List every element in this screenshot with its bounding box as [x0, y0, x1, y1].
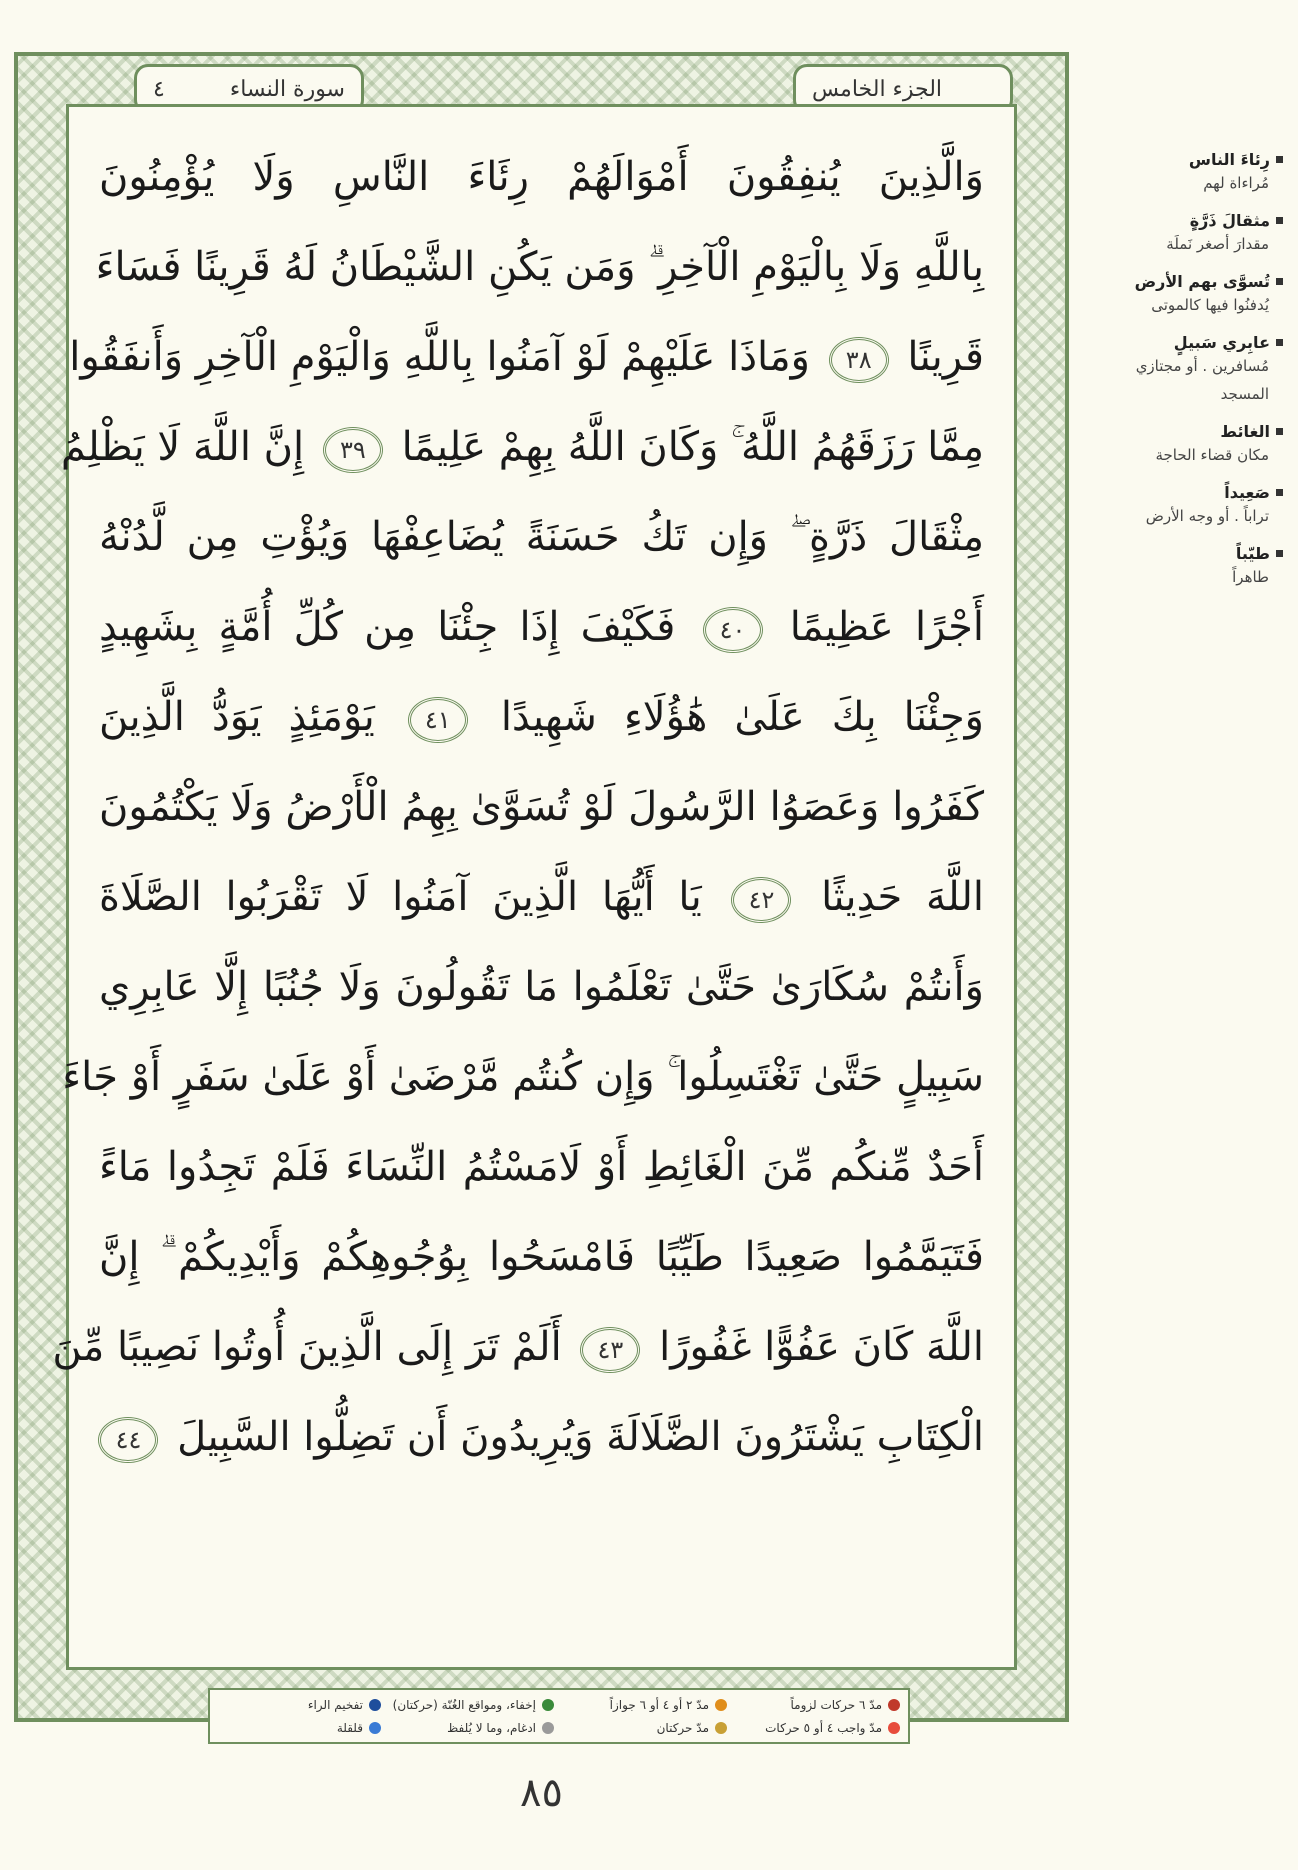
- glossary-term: الغائط: [1108, 422, 1283, 441]
- text-area: [52, 104, 1017, 1670]
- verse-line-12: [99, 1122, 984, 1212]
- verse-text: وَالَّذِينَ يُنفِقُونَ أَمْوَالَهُمْ رِئَاءَ النَّاسِ وَلَا يُؤْمِنُونَ: [99, 154, 984, 200]
- verse-text: أَحَدٌ مِّنكُم مِّنَ الْغَائِطِ أَوْ لَامَسْتُمُ النِّسَاءَ فَلَمْ تَجِدُوا مَاءً: [99, 1144, 984, 1190]
- verse-text: كَفَرُوا وَعَصَوُا الرَّسُولَ لَوْ تُسَوَّىٰ بِهِمُ الْأَرْضُ وَلَا يَكْتُمُونَ: [99, 784, 984, 830]
- verse-line-10: [99, 942, 984, 1032]
- glossary-entry: [1108, 211, 1283, 258]
- legend-label: قلقلة: [336, 1720, 363, 1735]
- dot-icon: [715, 1722, 727, 1734]
- ayah-marker-44: ٤٤: [98, 1417, 158, 1463]
- verse-line-13: [99, 1212, 984, 1302]
- dot-icon: [369, 1699, 381, 1711]
- verse-text: أَلَمْ تَرَ إِلَى الَّذِينَ أُوتُوا نَصِيبًا مِّنَ: [52, 1324, 562, 1370]
- legend-item: [218, 1694, 381, 1715]
- ayah-marker-41: ٤١: [408, 697, 468, 743]
- verse-text: الْكِتَابِ يَشْتَرُونَ الضَّلَالَةَ وَيُرِيدُونَ أَن تَضِلُّوا السَّبِيلَ: [177, 1414, 984, 1460]
- page-border: [14, 52, 1069, 1722]
- legend-label: ادغام، وما لا يُلفظ: [447, 1720, 536, 1735]
- glossary-term: عابِري سَبيلٍ: [1108, 333, 1283, 352]
- dot-icon: [542, 1699, 554, 1711]
- glossary-term: طيّباً: [1108, 544, 1283, 563]
- verse-text: وَأَنتُمْ سُكَارَىٰ حَتَّىٰ تَعْلَمُوا مَا تَقُولُونَ وَلَا جُنُبًا إِلَّا عَابِرِي: [99, 964, 984, 1010]
- legend-label: مدّ حركتان: [656, 1720, 709, 1735]
- glossary-definition: مُسافرين . أو مجتازي المسجد: [1135, 357, 1269, 403]
- surah-number: ٤: [153, 76, 165, 102]
- glossary-term: رِئاءَ الناس: [1108, 150, 1283, 169]
- verse-text: فَتَيَمَّمُوا صَعِيدًا طَيِّبًا فَامْسَحُوا بِوُجُوهِكُمْ وَأَيْدِيكُمْ ۗ إِنَّ: [99, 1234, 984, 1280]
- glossary-entry: [1108, 333, 1283, 408]
- verse-text: أَجْرًا عَظِيمًا: [789, 604, 984, 650]
- glossary-entry: [1108, 422, 1283, 469]
- dot-icon: [542, 1722, 554, 1734]
- verse-line-6: [99, 582, 984, 672]
- glossary-entry: [1108, 150, 1283, 197]
- dot-icon: [369, 1722, 381, 1734]
- legend-item: [218, 1717, 381, 1738]
- legend-label: مدّ واجب ٤ أو ٥ حركات: [765, 1720, 882, 1735]
- ayah-marker-42: ٤٢: [731, 877, 791, 923]
- verse-text: إِنَّ اللَّهَ لَا يَظْلِمُ: [60, 424, 305, 470]
- legend-item: [391, 1717, 554, 1738]
- glossary-sidebar: [1108, 150, 1283, 605]
- legend-item: [564, 1717, 727, 1738]
- legend-item: [737, 1694, 900, 1715]
- verse-text: يَوْمَئِذٍ يَوَدُّ الَّذِينَ: [99, 694, 375, 740]
- legend-item: [564, 1694, 727, 1715]
- surah-name: سورة النساء: [229, 76, 345, 102]
- glossary-entry: [1108, 272, 1283, 319]
- verse-lines: [52, 132, 984, 1657]
- verse-line-9: [99, 852, 984, 942]
- glossary-definition: طاهراً: [1232, 568, 1269, 586]
- legend-item: [391, 1694, 554, 1715]
- dot-icon: [888, 1699, 900, 1711]
- juz-name: الجزء الخامس: [812, 76, 943, 102]
- verse-text: بِاللَّهِ وَلَا بِالْيَوْمِ الْآخِرِ ۗ وَمَن يَكُنِ الشَّيْطَانُ لَهُ قَرِينًا فَسَاءَ: [95, 244, 984, 290]
- verse-text: مِثْقَالَ ذَرَّةٍ ۖ وَإِن تَكُ حَسَنَةً يُضَاعِفْهَا وَيُؤْتِ مِن لَّدُنْهُ: [99, 514, 984, 560]
- verse-text: يَا أَيُّهَا الَّذِينَ آمَنُوا لَا تَقْرَبُوا الصَّلَاةَ: [99, 874, 702, 920]
- ayah-marker-43: ٤٣: [580, 1327, 640, 1373]
- verse-line-3: [69, 312, 984, 402]
- verse-line-7: [99, 672, 984, 762]
- verse-line-1: [99, 132, 984, 222]
- verse-text: فَكَيْفَ إِذَا جِئْنَا مِن كُلِّ أُمَّةٍ بِشَهِيدٍ: [99, 604, 676, 650]
- ayah-marker-40: ٤٠: [703, 607, 763, 653]
- verse-line-5: [99, 492, 984, 582]
- verse-line-8: [99, 762, 984, 852]
- glossary-term: مثقالَ ذَرَّةٍ: [1108, 211, 1283, 230]
- ayah-marker-38: ٣٨: [829, 337, 889, 383]
- legend-label: مدّ ٦ حركات لزوماً: [790, 1697, 882, 1712]
- verse-line-11: [62, 1032, 984, 1122]
- tajweed-legend: [208, 1688, 910, 1744]
- glossary-definition: تراباً . أو وجه الأرض: [1145, 507, 1269, 525]
- verse-text: وَجِئْنَا بِكَ عَلَىٰ هَٰؤُلَاءِ شَهِيدًا: [500, 694, 984, 740]
- verse-line-4: [60, 402, 984, 492]
- glossary-definition: مكان قضاء الحاجة: [1155, 446, 1269, 464]
- verse-text: سَبِيلٍ حَتَّىٰ تَغْتَسِلُوا ۚ وَإِن كُنتُم مَّرْضَىٰ أَوْ عَلَىٰ سَفَرٍ أَوْ جَاءَ: [62, 1054, 984, 1100]
- verse-line-15: [99, 1392, 984, 1482]
- glossary-entry: [1108, 544, 1283, 591]
- verse-line-14: [52, 1302, 984, 1392]
- dot-icon: [715, 1699, 727, 1711]
- verse-text: قَرِينًا: [907, 334, 984, 380]
- legend-item: [737, 1717, 900, 1738]
- page-number: ٨٥: [520, 1770, 563, 1816]
- glossary-entry: [1108, 483, 1283, 530]
- legend-label: مدّ ٢ أو ٤ أو ٦ جوازاً: [609, 1697, 709, 1712]
- verse-text: وَمَاذَا عَلَيْهِمْ لَوْ آمَنُوا بِاللَّهِ وَالْيَوْمِ الْآخِرِ وَأَنفَقُوا: [69, 334, 810, 380]
- glossary-definition: مُراءاة لهم: [1203, 174, 1269, 192]
- dot-icon: [888, 1722, 900, 1734]
- glossary-definition: يُدفنُوا فيها كالموتى: [1151, 296, 1269, 314]
- verse-text: مِمَّا رَزَقَهُمُ اللَّهُ ۚ وَكَانَ اللَّهُ بِهِمْ عَلِيمًا: [401, 424, 984, 470]
- verse-text: اللَّهَ كَانَ عَفُوًّا غَفُورًا: [659, 1324, 984, 1370]
- legend-label: تفخيم الراء: [307, 1697, 363, 1712]
- verse-line-2: [95, 222, 984, 312]
- glossary-term: صَعِيداً: [1108, 483, 1283, 502]
- verse-text: اللَّهَ حَدِيثًا: [821, 874, 984, 920]
- legend-label: إخفاء، ومواقع الغُنّة (حركتان): [392, 1697, 536, 1712]
- glossary-definition: مقدارَ أصغر نَملَة: [1166, 235, 1269, 253]
- ayah-marker-39: ٣٩: [323, 427, 383, 473]
- glossary-term: تُسوَّى بهم الأرض: [1108, 272, 1283, 291]
